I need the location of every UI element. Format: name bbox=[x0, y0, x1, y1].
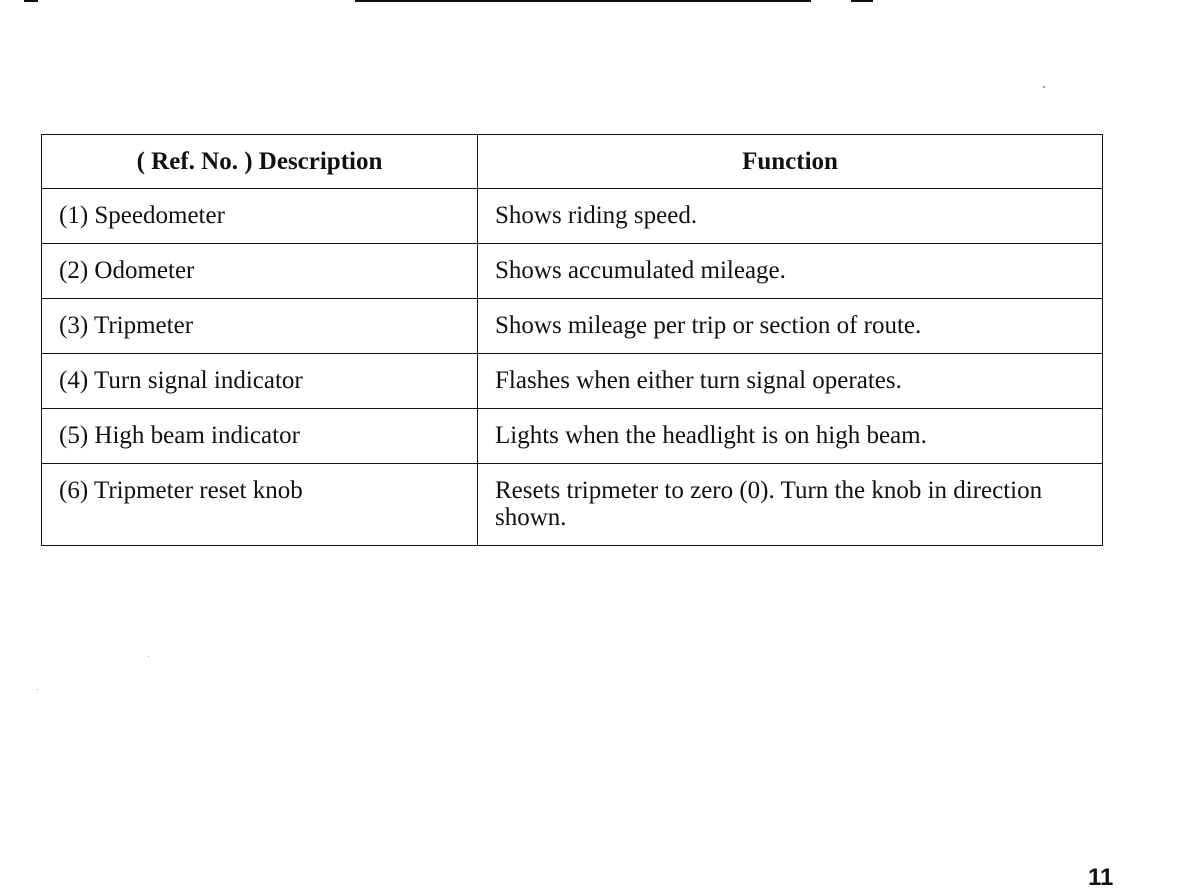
scan-speck bbox=[37, 689, 38, 690]
description-cell: (6) Tripmeter reset knob bbox=[42, 464, 478, 546]
description-cell: (3) Tripmeter bbox=[42, 299, 478, 354]
function-cell: Shows riding speed. bbox=[478, 189, 1103, 244]
page-number: 11 bbox=[1088, 864, 1114, 891]
table-row bbox=[42, 244, 1103, 299]
function-cell: Shows mileage per trip or section of route. bbox=[478, 299, 1103, 354]
scan-speck bbox=[148, 656, 149, 657]
function-cell: Shows accumulated mileage. bbox=[478, 244, 1103, 299]
table-row bbox=[42, 409, 1103, 464]
top-rule-left bbox=[24, 0, 38, 2]
table-row bbox=[42, 299, 1103, 354]
function-cell: Flashes when either turn signal operates. bbox=[478, 354, 1103, 409]
function-column-header: Function bbox=[478, 135, 1103, 189]
table-row bbox=[42, 189, 1103, 244]
table-row bbox=[42, 354, 1103, 409]
top-rule-right bbox=[851, 0, 873, 2]
description-cell: (5) High beam indicator bbox=[42, 409, 478, 464]
function-cell: Lights when the headlight is on high beam. bbox=[478, 409, 1103, 464]
description-cell: (2) Odometer bbox=[42, 244, 478, 299]
scan-speck bbox=[1043, 86, 1045, 88]
description-column-header: ( Ref. No. ) Description bbox=[42, 135, 478, 189]
table-header-row bbox=[42, 135, 1103, 189]
table-row bbox=[42, 464, 1103, 546]
description-cell: (4) Turn signal indicator bbox=[42, 354, 478, 409]
top-rule-center bbox=[355, 0, 811, 2]
function-cell: Resets tripmeter to zero (0). Turn the knob in direction shown. bbox=[478, 464, 1103, 546]
instrument-function-table bbox=[41, 134, 1103, 546]
description-cell: (1) Speedometer bbox=[42, 189, 478, 244]
